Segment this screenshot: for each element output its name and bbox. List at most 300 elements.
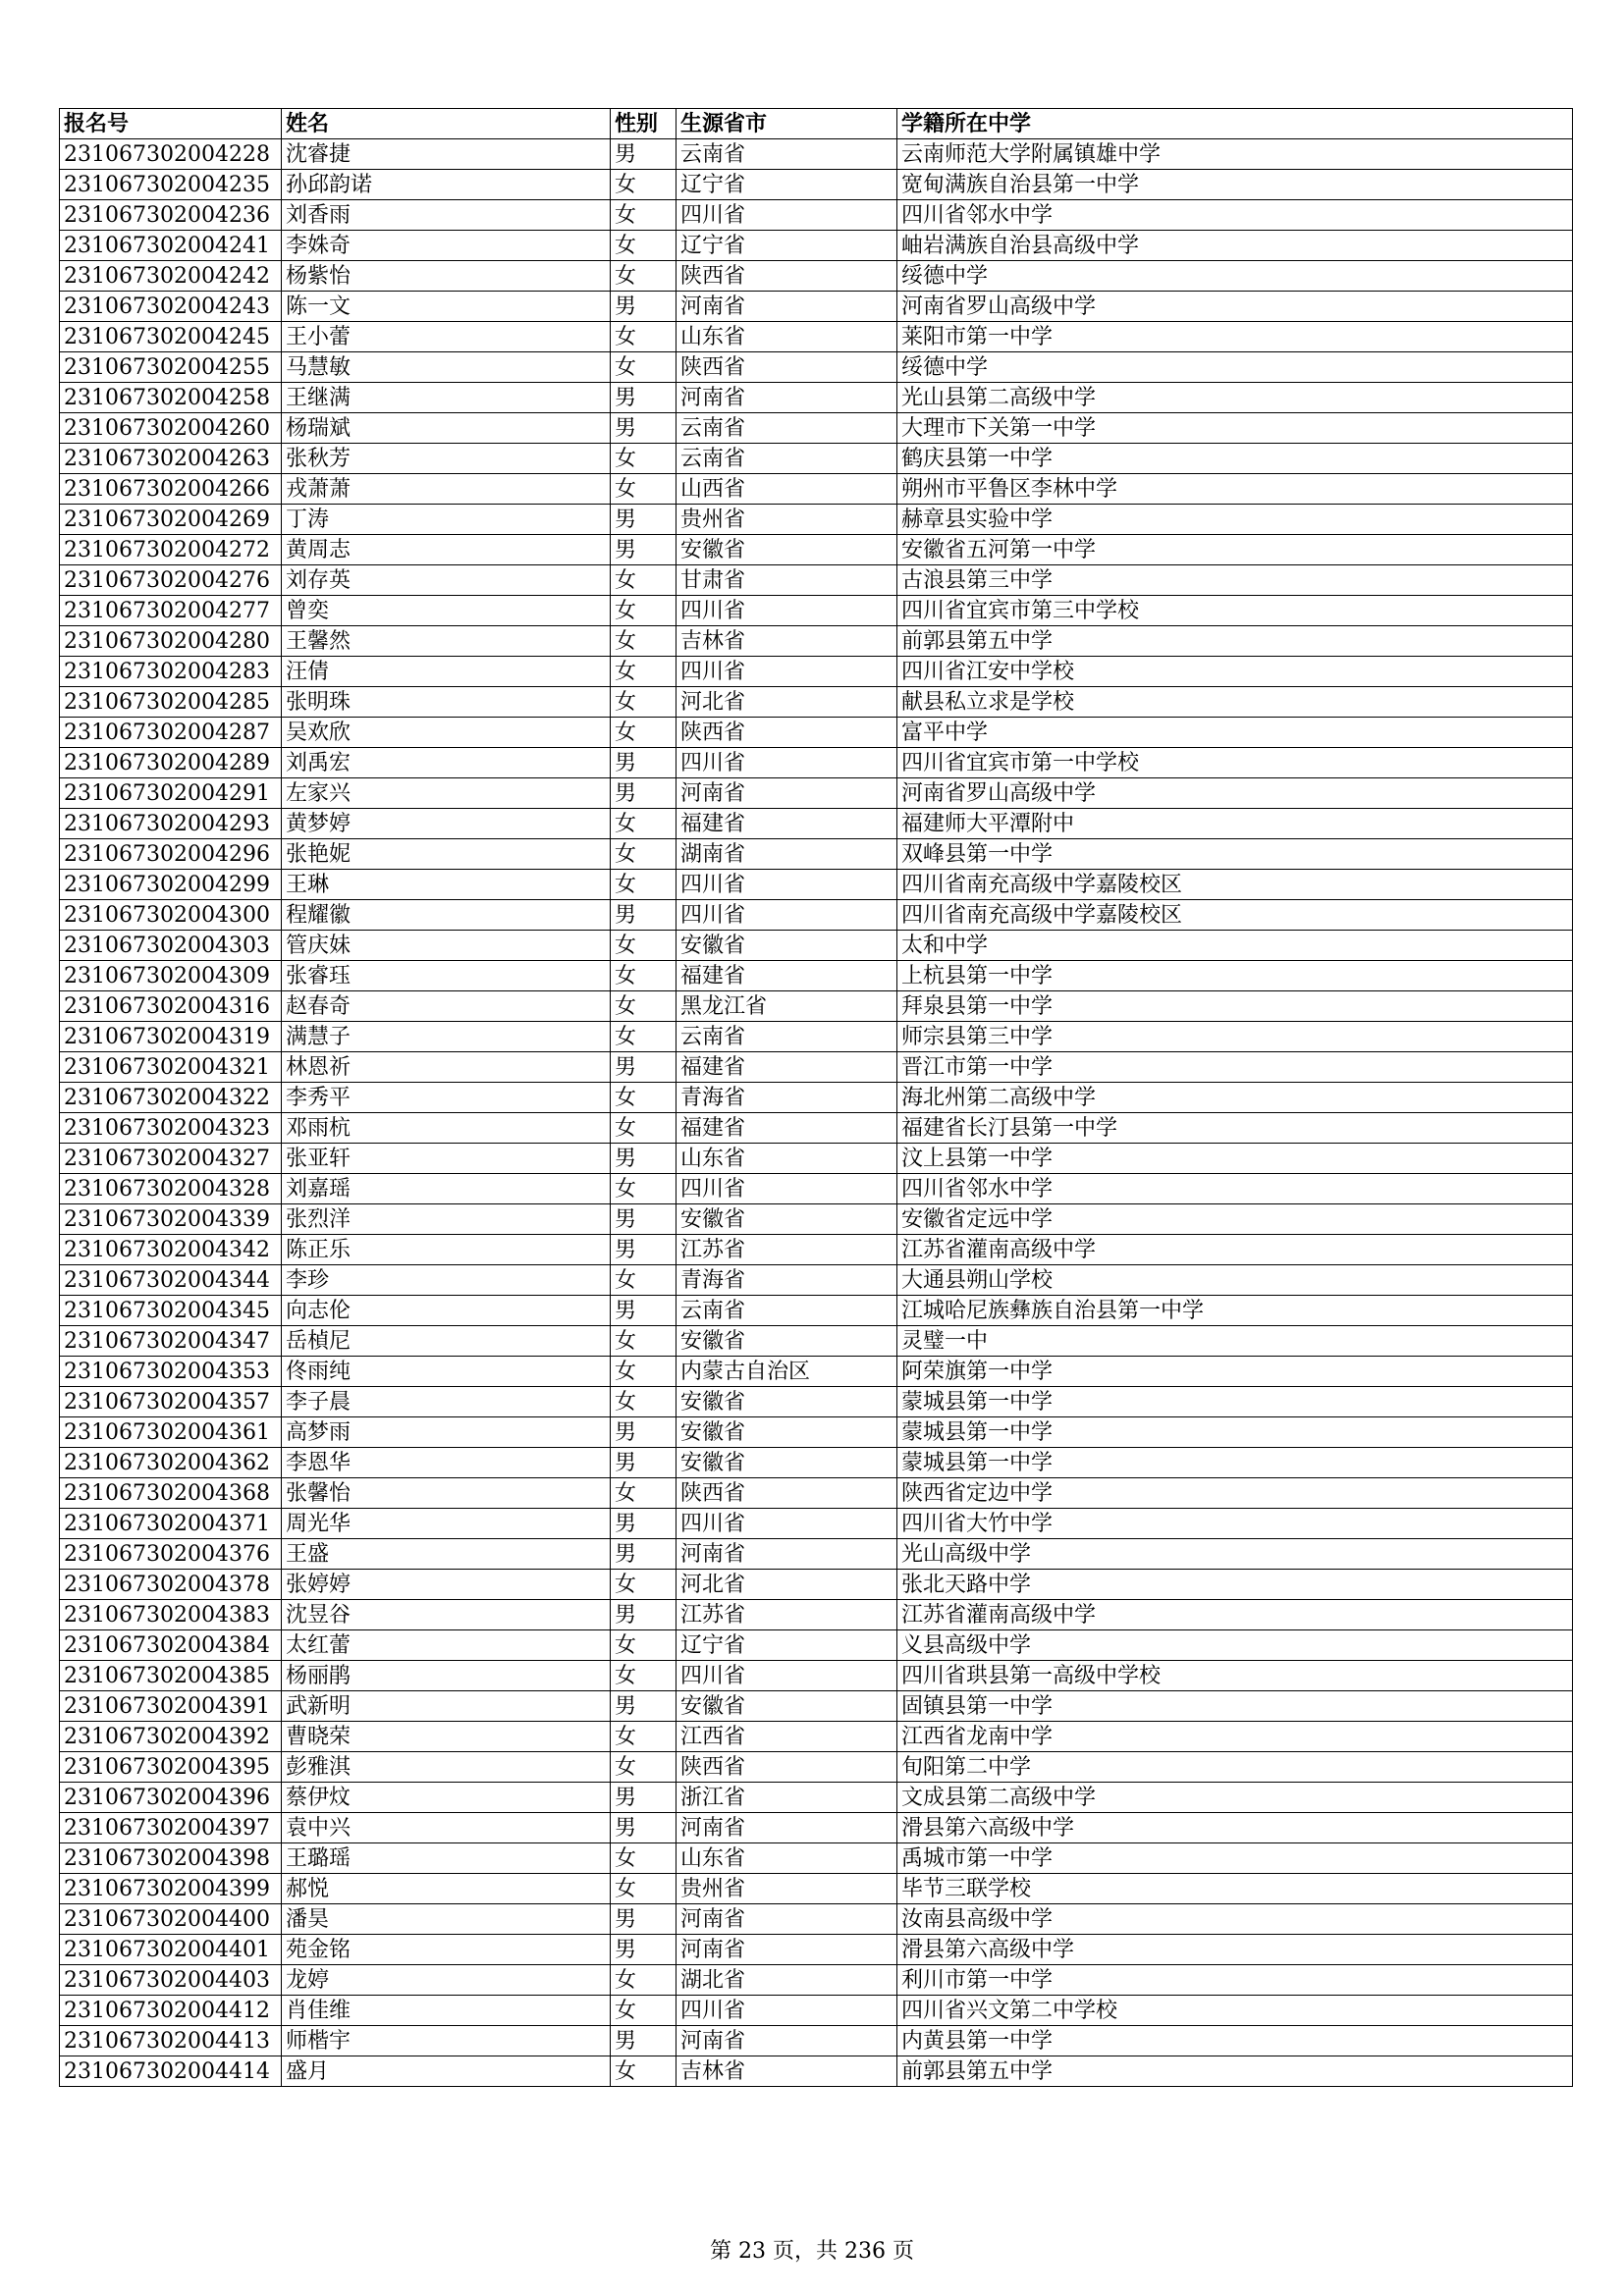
province-cell: 青海省 xyxy=(677,1083,897,1113)
registration-number-cell: 231067302004236 xyxy=(60,200,282,231)
gender-cell: 男 xyxy=(611,1783,677,1813)
gender-cell: 女 xyxy=(611,1965,677,1996)
col-header-province: 生源省市 xyxy=(677,109,897,139)
table-row xyxy=(60,839,1573,870)
registration-number-cell: 231067302004395 xyxy=(60,1752,282,1783)
school-cell: 江苏省灌南高级中学 xyxy=(897,1235,1573,1265)
province-cell: 河南省 xyxy=(677,383,897,413)
registration-number-cell: 231067302004272 xyxy=(60,535,282,565)
school-cell: 四川省兴文第二中学校 xyxy=(897,1996,1573,2026)
name-cell: 邓雨杭 xyxy=(282,1113,611,1144)
table-row xyxy=(60,596,1573,626)
name-cell: 潘昊 xyxy=(282,1904,611,1935)
table-row xyxy=(60,474,1573,505)
name-cell: 丁涛 xyxy=(282,505,611,535)
province-cell: 吉林省 xyxy=(677,2056,897,2087)
name-cell: 林恩祈 xyxy=(282,1052,611,1083)
province-cell: 陕西省 xyxy=(677,352,897,383)
name-cell: 张婷婷 xyxy=(282,1570,611,1600)
registration-number-cell: 231067302004414 xyxy=(60,2056,282,2087)
table-row xyxy=(60,900,1573,931)
name-cell: 杨丽鹃 xyxy=(282,1661,611,1691)
gender-cell: 男 xyxy=(611,778,677,809)
province-cell: 陕西省 xyxy=(677,261,897,292)
table-row xyxy=(60,413,1573,444)
province-cell: 安徽省 xyxy=(677,1417,897,1448)
province-cell: 江苏省 xyxy=(677,1235,897,1265)
table-row xyxy=(60,1783,1573,1813)
school-cell: 利川市第一中学 xyxy=(897,1965,1573,1996)
name-cell: 王琳 xyxy=(282,870,611,900)
name-cell: 王馨然 xyxy=(282,626,611,657)
gender-cell: 男 xyxy=(611,292,677,322)
gender-cell: 男 xyxy=(611,1052,677,1083)
registration-number-cell: 231067302004323 xyxy=(60,1113,282,1144)
school-cell: 毕节三联学校 xyxy=(897,1874,1573,1904)
table-row xyxy=(60,505,1573,535)
province-cell: 云南省 xyxy=(677,139,897,170)
school-cell: 旬阳第二中学 xyxy=(897,1752,1573,1783)
col-header-school: 学籍所在中学 xyxy=(897,109,1573,139)
table-row xyxy=(60,1935,1573,1965)
registration-number-cell: 231067302004339 xyxy=(60,1204,282,1235)
school-cell: 献县私立求是学校 xyxy=(897,687,1573,718)
gender-cell: 女 xyxy=(611,1630,677,1661)
gender-cell: 女 xyxy=(611,1022,677,1052)
gender-cell: 男 xyxy=(611,1813,677,1843)
col-header-registration-number: 报名号 xyxy=(60,109,282,139)
gender-cell: 女 xyxy=(611,657,677,687)
registration-number-cell: 231067302004242 xyxy=(60,261,282,292)
name-cell: 管庆妹 xyxy=(282,931,611,961)
school-cell: 光山县第二高级中学 xyxy=(897,383,1573,413)
table-row xyxy=(60,1630,1573,1661)
table-row xyxy=(60,2056,1573,2087)
school-cell: 大通县朔山学校 xyxy=(897,1265,1573,1296)
table-row xyxy=(60,1965,1573,1996)
gender-cell: 女 xyxy=(611,1326,677,1357)
province-cell: 陕西省 xyxy=(677,718,897,748)
gender-cell: 男 xyxy=(611,1935,677,1965)
name-cell: 赵春奇 xyxy=(282,991,611,1022)
registration-number-cell: 231067302004283 xyxy=(60,657,282,687)
province-cell: 河北省 xyxy=(677,1570,897,1600)
name-cell: 陈一文 xyxy=(282,292,611,322)
school-cell: 古浪县第三中学 xyxy=(897,565,1573,596)
registration-number-cell: 231067302004347 xyxy=(60,1326,282,1357)
school-cell: 岫岩满族自治县高级中学 xyxy=(897,231,1573,261)
school-cell: 江城哈尼族彝族自治县第一中学 xyxy=(897,1296,1573,1326)
province-cell: 黑龙江省 xyxy=(677,991,897,1022)
name-cell: 郝悦 xyxy=(282,1874,611,1904)
school-cell: 师宗县第三中学 xyxy=(897,1022,1573,1052)
registration-number-cell: 231067302004316 xyxy=(60,991,282,1022)
school-cell: 汝南县高级中学 xyxy=(897,1904,1573,1935)
gender-cell: 男 xyxy=(611,535,677,565)
school-cell: 前郭县第五中学 xyxy=(897,626,1573,657)
table-row xyxy=(60,1661,1573,1691)
school-cell: 太和中学 xyxy=(897,931,1573,961)
school-cell: 鹤庆县第一中学 xyxy=(897,444,1573,474)
name-cell: 左家兴 xyxy=(282,778,611,809)
school-cell: 汶上县第一中学 xyxy=(897,1144,1573,1174)
province-cell: 四川省 xyxy=(677,1509,897,1539)
name-cell: 张艳妮 xyxy=(282,839,611,870)
gender-cell: 女 xyxy=(611,231,677,261)
gender-cell: 女 xyxy=(611,870,677,900)
name-cell: 马慧敏 xyxy=(282,352,611,383)
gender-cell: 女 xyxy=(611,809,677,839)
school-cell: 义县高级中学 xyxy=(897,1630,1573,1661)
school-cell: 四川省宜宾市第三中学校 xyxy=(897,596,1573,626)
registration-number-cell: 231067302004327 xyxy=(60,1144,282,1174)
registration-number-cell: 231067302004296 xyxy=(60,839,282,870)
gender-cell: 女 xyxy=(611,1843,677,1874)
province-cell: 河南省 xyxy=(677,1813,897,1843)
table-row xyxy=(60,657,1573,687)
gender-cell: 女 xyxy=(611,200,677,231)
table-row xyxy=(60,1904,1573,1935)
registration-number-cell: 231067302004280 xyxy=(60,626,282,657)
registration-number-cell: 231067302004228 xyxy=(60,139,282,170)
table-row xyxy=(60,535,1573,565)
gender-cell: 男 xyxy=(611,2026,677,2056)
registration-number-cell: 231067302004287 xyxy=(60,718,282,748)
province-cell: 内蒙古自治区 xyxy=(677,1357,897,1387)
school-cell: 蒙城县第一中学 xyxy=(897,1448,1573,1478)
registration-number-cell: 231067302004403 xyxy=(60,1965,282,1996)
province-cell: 河南省 xyxy=(677,2026,897,2056)
province-cell: 安徽省 xyxy=(677,535,897,565)
table-row xyxy=(60,1022,1573,1052)
name-cell: 蔡伊炆 xyxy=(282,1783,611,1813)
school-cell: 四川省南充高级中学嘉陵校区 xyxy=(897,900,1573,931)
name-cell: 李秀平 xyxy=(282,1083,611,1113)
table-row xyxy=(60,352,1573,383)
name-cell: 刘存英 xyxy=(282,565,611,596)
registration-number-cell: 231067302004344 xyxy=(60,1265,282,1296)
name-cell: 袁中兴 xyxy=(282,1813,611,1843)
registration-number-cell: 231067302004376 xyxy=(60,1539,282,1570)
table-row xyxy=(60,626,1573,657)
name-cell: 张睿珏 xyxy=(282,961,611,991)
registration-number-cell: 231067302004345 xyxy=(60,1296,282,1326)
province-cell: 辽宁省 xyxy=(677,170,897,200)
school-cell: 赫章县实验中学 xyxy=(897,505,1573,535)
registration-number-cell: 231067302004263 xyxy=(60,444,282,474)
registration-number-cell: 231067302004397 xyxy=(60,1813,282,1843)
province-cell: 河南省 xyxy=(677,1904,897,1935)
registration-number-cell: 231067302004342 xyxy=(60,1235,282,1265)
name-cell: 肖佳维 xyxy=(282,1996,611,2026)
table-row xyxy=(60,200,1573,231)
table-row xyxy=(60,292,1573,322)
registration-number-cell: 231067302004392 xyxy=(60,1722,282,1752)
gender-cell: 男 xyxy=(611,139,677,170)
gender-cell: 女 xyxy=(611,839,677,870)
school-cell: 阿荣旗第一中学 xyxy=(897,1357,1573,1387)
name-cell: 太红蕾 xyxy=(282,1630,611,1661)
table-row xyxy=(60,1752,1573,1783)
gender-cell: 男 xyxy=(611,1539,677,1570)
table-row xyxy=(60,261,1573,292)
province-cell: 四川省 xyxy=(677,1996,897,2026)
registration-number-cell: 231067302004303 xyxy=(60,931,282,961)
school-cell: 内黄县第一中学 xyxy=(897,2026,1573,2056)
registration-number-cell: 231067302004322 xyxy=(60,1083,282,1113)
registration-number-cell: 231067302004319 xyxy=(60,1022,282,1052)
gender-cell: 女 xyxy=(611,931,677,961)
school-cell: 拜泉县第一中学 xyxy=(897,991,1573,1022)
registration-number-cell: 231067302004285 xyxy=(60,687,282,718)
registration-number-cell: 231067302004399 xyxy=(60,1874,282,1904)
gender-cell: 女 xyxy=(611,261,677,292)
registration-number-cell: 231067302004241 xyxy=(60,231,282,261)
table-row xyxy=(60,1113,1573,1144)
gender-cell: 男 xyxy=(611,505,677,535)
table-row xyxy=(60,1296,1573,1326)
name-cell: 师楷宇 xyxy=(282,2026,611,2056)
name-cell: 刘禹宏 xyxy=(282,748,611,778)
registration-number-cell: 231067302004289 xyxy=(60,748,282,778)
gender-cell: 女 xyxy=(611,626,677,657)
school-cell: 光山高级中学 xyxy=(897,1539,1573,1570)
gender-cell: 女 xyxy=(611,474,677,505)
name-cell: 龙婷 xyxy=(282,1965,611,1996)
province-cell: 陕西省 xyxy=(677,1752,897,1783)
gender-cell: 女 xyxy=(611,1113,677,1144)
school-cell: 四川省南充高级中学嘉陵校区 xyxy=(897,870,1573,900)
province-cell: 安徽省 xyxy=(677,1326,897,1357)
gender-cell: 男 xyxy=(611,413,677,444)
table-row xyxy=(60,1570,1573,1600)
registration-number-cell: 231067302004277 xyxy=(60,596,282,626)
table-row xyxy=(60,1357,1573,1387)
name-cell: 李珍 xyxy=(282,1265,611,1296)
school-cell: 海北州第二高级中学 xyxy=(897,1083,1573,1113)
province-cell: 福建省 xyxy=(677,961,897,991)
registration-number-cell: 231067302004299 xyxy=(60,870,282,900)
registration-number-cell: 231067302004401 xyxy=(60,1935,282,1965)
school-cell: 滑县第六高级中学 xyxy=(897,1935,1573,1965)
registration-number-cell: 231067302004255 xyxy=(60,352,282,383)
name-cell: 彭雅淇 xyxy=(282,1752,611,1783)
province-cell: 贵州省 xyxy=(677,505,897,535)
name-cell: 杨瑞斌 xyxy=(282,413,611,444)
name-cell: 吴欢欣 xyxy=(282,718,611,748)
province-cell: 甘肃省 xyxy=(677,565,897,596)
school-cell: 晋江市第一中学 xyxy=(897,1052,1573,1083)
gender-cell: 男 xyxy=(611,1235,677,1265)
registration-number-cell: 231067302004276 xyxy=(60,565,282,596)
name-cell: 曹晓荣 xyxy=(282,1722,611,1752)
name-cell: 黄周志 xyxy=(282,535,611,565)
registration-number-cell: 231067302004412 xyxy=(60,1996,282,2026)
name-cell: 张亚轩 xyxy=(282,1144,611,1174)
province-cell: 福建省 xyxy=(677,1113,897,1144)
registration-number-cell: 231067302004391 xyxy=(60,1691,282,1722)
table-row xyxy=(60,565,1573,596)
name-cell: 王小蕾 xyxy=(282,322,611,352)
table-row xyxy=(60,687,1573,718)
gender-cell: 男 xyxy=(611,1296,677,1326)
school-cell: 大理市下关第一中学 xyxy=(897,413,1573,444)
province-cell: 吉林省 xyxy=(677,626,897,657)
table-row xyxy=(60,1843,1573,1874)
name-cell: 王继满 xyxy=(282,383,611,413)
name-cell: 黄梦婷 xyxy=(282,809,611,839)
name-cell: 沈睿捷 xyxy=(282,139,611,170)
school-cell: 双峰县第一中学 xyxy=(897,839,1573,870)
name-cell: 王盛 xyxy=(282,1539,611,1570)
school-cell: 绥德中学 xyxy=(897,352,1573,383)
province-cell: 湖北省 xyxy=(677,1965,897,1996)
school-cell: 四川省珙县第一高级中学校 xyxy=(897,1661,1573,1691)
province-cell: 辽宁省 xyxy=(677,231,897,261)
gender-cell: 女 xyxy=(611,596,677,626)
registration-number-cell: 231067302004243 xyxy=(60,292,282,322)
name-cell: 佟雨纯 xyxy=(282,1357,611,1387)
name-cell: 周光华 xyxy=(282,1509,611,1539)
registration-number-cell: 231067302004368 xyxy=(60,1478,282,1509)
name-cell: 向志伦 xyxy=(282,1296,611,1326)
registration-number-cell: 231067302004260 xyxy=(60,413,282,444)
province-cell: 云南省 xyxy=(677,413,897,444)
name-cell: 李恩华 xyxy=(282,1448,611,1478)
header-row xyxy=(60,109,1573,139)
name-cell: 张烈洋 xyxy=(282,1204,611,1235)
col-header-gender: 性别 xyxy=(611,109,677,139)
registration-number-cell: 231067302004357 xyxy=(60,1387,282,1417)
name-cell: 李子晨 xyxy=(282,1387,611,1417)
enrollment-table xyxy=(59,108,1573,2087)
school-cell: 蒙城县第一中学 xyxy=(897,1417,1573,1448)
table-row xyxy=(60,1996,1573,2026)
table-row xyxy=(60,444,1573,474)
province-cell: 江西省 xyxy=(677,1722,897,1752)
province-cell: 四川省 xyxy=(677,1174,897,1204)
province-cell: 山东省 xyxy=(677,322,897,352)
name-cell: 刘香雨 xyxy=(282,200,611,231)
name-cell: 曾奕 xyxy=(282,596,611,626)
table-row xyxy=(60,1448,1573,1478)
province-cell: 青海省 xyxy=(677,1265,897,1296)
table-row xyxy=(60,1326,1573,1357)
school-cell: 上杭县第一中学 xyxy=(897,961,1573,991)
name-cell: 程耀徽 xyxy=(282,900,611,931)
name-cell: 岳楨尼 xyxy=(282,1326,611,1357)
registration-number-cell: 231067302004293 xyxy=(60,809,282,839)
registration-number-cell: 231067302004328 xyxy=(60,1174,282,1204)
school-cell: 张北天路中学 xyxy=(897,1570,1573,1600)
page-number: 第 23 页，共 236 页 xyxy=(710,2239,914,2264)
school-cell: 前郭县第五中学 xyxy=(897,2056,1573,2087)
province-cell: 安徽省 xyxy=(677,931,897,961)
province-cell: 陕西省 xyxy=(677,1478,897,1509)
school-cell: 河南省罗山高级中学 xyxy=(897,292,1573,322)
table-row xyxy=(60,961,1573,991)
table-row xyxy=(60,1052,1573,1083)
table-row xyxy=(60,1691,1573,1722)
name-cell: 戎萧萧 xyxy=(282,474,611,505)
registration-number-cell: 231067302004383 xyxy=(60,1600,282,1630)
registration-number-cell: 231067302004309 xyxy=(60,961,282,991)
school-cell: 富平中学 xyxy=(897,718,1573,748)
school-cell: 莱阳市第一中学 xyxy=(897,322,1573,352)
registration-number-cell: 231067302004291 xyxy=(60,778,282,809)
gender-cell: 男 xyxy=(611,383,677,413)
province-cell: 福建省 xyxy=(677,1052,897,1083)
school-cell: 滑县第六高级中学 xyxy=(897,1813,1573,1843)
table-row xyxy=(60,991,1573,1022)
registration-number-cell: 231067302004371 xyxy=(60,1509,282,1539)
province-cell: 安徽省 xyxy=(677,1387,897,1417)
province-cell: 安徽省 xyxy=(677,1448,897,1478)
province-cell: 安徽省 xyxy=(677,1204,897,1235)
gender-cell: 女 xyxy=(611,322,677,352)
school-cell: 朔州市平鲁区李林中学 xyxy=(897,474,1573,505)
gender-cell: 女 xyxy=(611,991,677,1022)
registration-number-cell: 231067302004235 xyxy=(60,170,282,200)
school-cell: 蒙城县第一中学 xyxy=(897,1387,1573,1417)
gender-cell: 女 xyxy=(611,565,677,596)
province-cell: 浙江省 xyxy=(677,1783,897,1813)
table-row xyxy=(60,1509,1573,1539)
table-row xyxy=(60,1387,1573,1417)
table-row xyxy=(60,778,1573,809)
gender-cell: 女 xyxy=(611,1387,677,1417)
gender-cell: 男 xyxy=(611,1509,677,1539)
table-row xyxy=(60,748,1573,778)
registration-number-cell: 231067302004361 xyxy=(60,1417,282,1448)
school-cell: 江西省龙南中学 xyxy=(897,1722,1573,1752)
province-cell: 河北省 xyxy=(677,687,897,718)
table-row xyxy=(60,931,1573,961)
table-row xyxy=(60,1600,1573,1630)
school-cell: 绥德中学 xyxy=(897,261,1573,292)
province-cell: 四川省 xyxy=(677,657,897,687)
table-row xyxy=(60,231,1573,261)
gender-cell: 女 xyxy=(611,1174,677,1204)
registration-number-cell: 231067302004266 xyxy=(60,474,282,505)
province-cell: 云南省 xyxy=(677,1022,897,1052)
gender-cell: 男 xyxy=(611,1448,677,1478)
name-cell: 张馨怡 xyxy=(282,1478,611,1509)
province-cell: 云南省 xyxy=(677,1296,897,1326)
name-cell: 武新明 xyxy=(282,1691,611,1722)
name-cell: 张明珠 xyxy=(282,687,611,718)
school-cell: 陕西省定边中学 xyxy=(897,1478,1573,1509)
table-row xyxy=(60,383,1573,413)
gender-cell: 男 xyxy=(611,1600,677,1630)
gender-cell: 女 xyxy=(611,1996,677,2026)
table-row xyxy=(60,1874,1573,1904)
school-cell: 江苏省灌南高级中学 xyxy=(897,1600,1573,1630)
registration-number-cell: 231067302004398 xyxy=(60,1843,282,1874)
province-cell: 辽宁省 xyxy=(677,1630,897,1661)
gender-cell: 女 xyxy=(611,1083,677,1113)
gender-cell: 男 xyxy=(611,1204,677,1235)
name-cell: 王璐瑶 xyxy=(282,1843,611,1874)
gender-cell: 女 xyxy=(611,352,677,383)
school-cell: 安徽省定远中学 xyxy=(897,1204,1573,1235)
name-cell: 苑金铭 xyxy=(282,1935,611,1965)
table-row xyxy=(60,1265,1573,1296)
table-row xyxy=(60,322,1573,352)
gender-cell: 女 xyxy=(611,2056,677,2087)
name-cell: 陈正乐 xyxy=(282,1235,611,1265)
table-row xyxy=(60,1813,1573,1843)
